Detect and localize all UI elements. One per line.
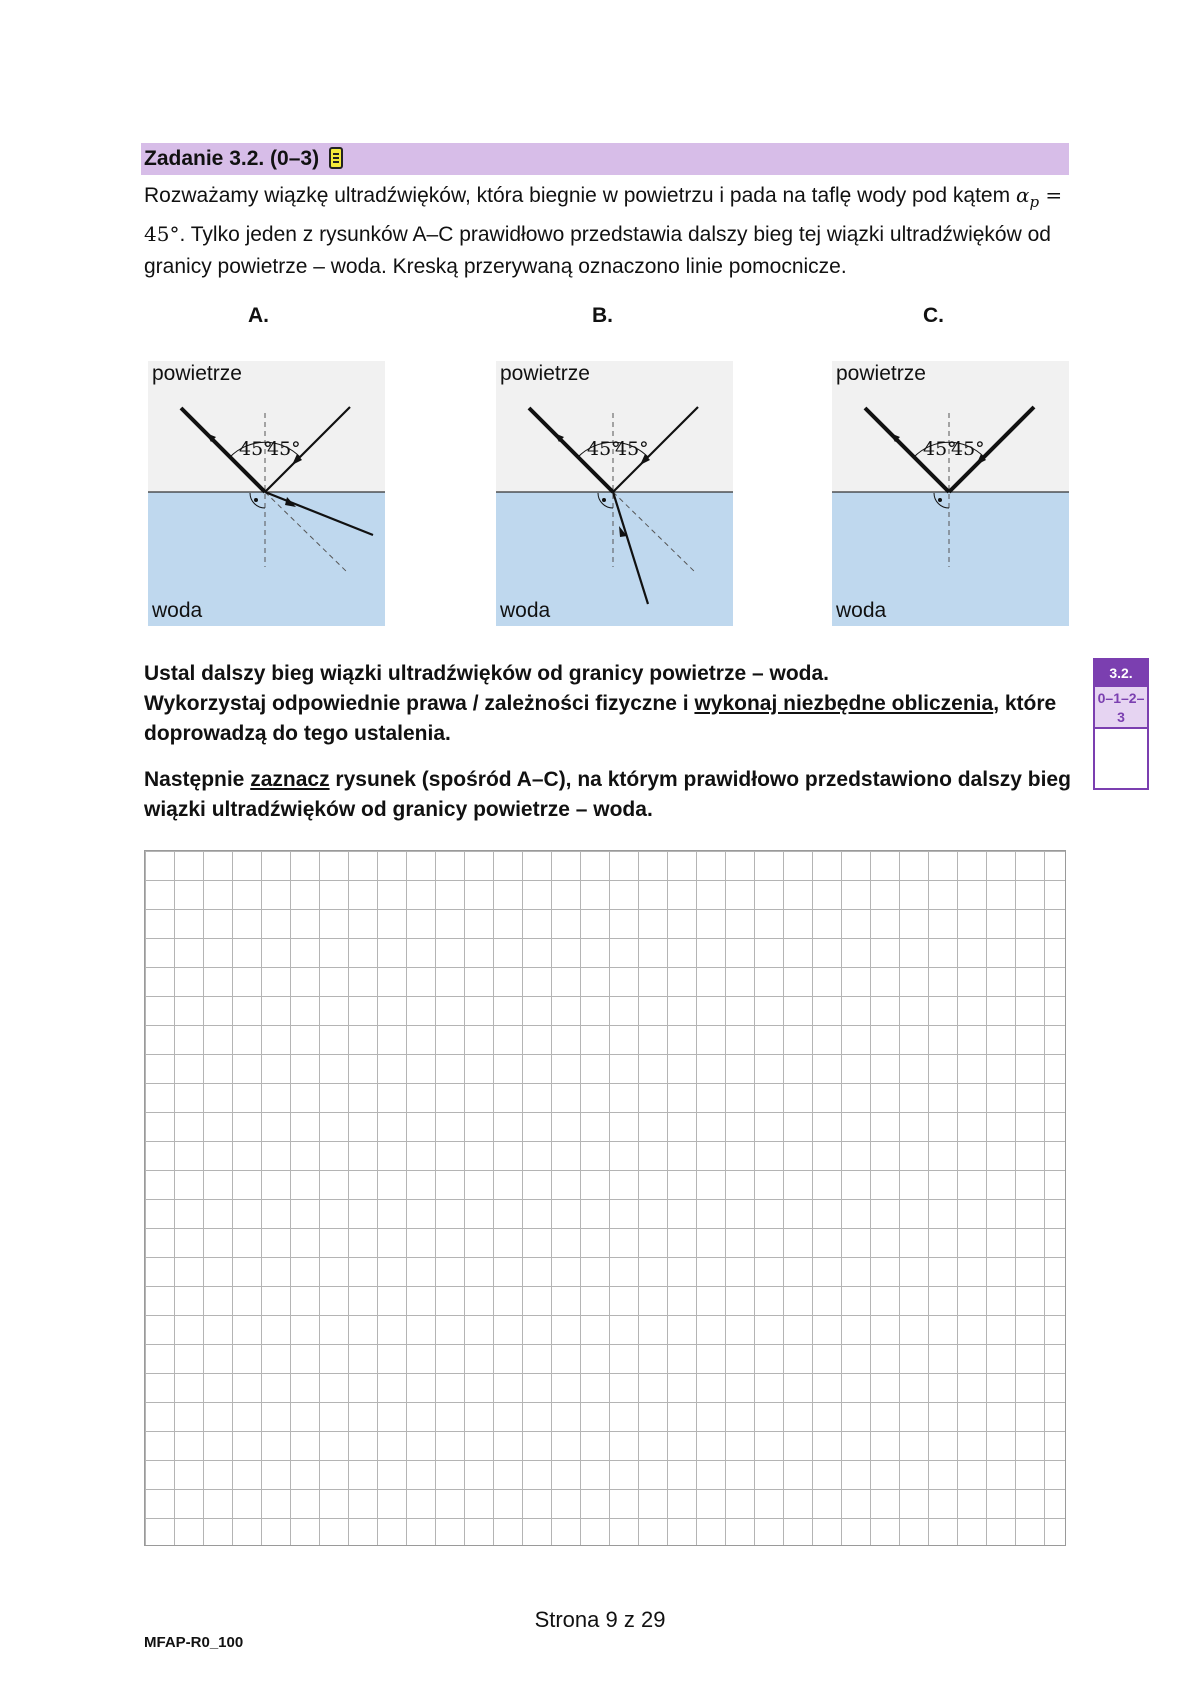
instruction-line-2-start: Wykorzystaj odpowiednie prawa / zależności fizyczne i (144, 692, 695, 715)
air-label: powietrze (152, 362, 242, 385)
figure-b-diagram (496, 361, 733, 626)
instruction-line-1: Ustal dalszy bieg wiązki ultradźwięków od granicy powietrze – woda. (144, 662, 830, 685)
air-label: powietrze (836, 362, 926, 385)
intro-text-2: . Tylko jeden z rysunków A–C prawidłowo przedstawia dalszy bieg tej wiązki ultradźwięków od granicy powietrze – woda. Kreską przerywaną oznaczono linie pomocnicze. (144, 223, 1051, 278)
instruction-second-end: rysunek (spośród A–C), na którym prawidłowo przedstawiono dalszy bieg wiązki ultradźwięków od granicy powietrze – woda. (144, 768, 1071, 821)
water-label: woda (500, 599, 551, 622)
task-header (141, 143, 1069, 175)
figure-b-label[interactable]: B. (592, 304, 613, 327)
angle-left-text: 45° (923, 438, 957, 460)
figure-b[interactable] (496, 361, 733, 626)
right-angle-dot (938, 498, 942, 502)
figure-a-diagram (148, 361, 385, 626)
alpha-subscript: p (1029, 193, 1040, 211)
task-title: Zadanie 3.2. (0–3) (144, 147, 320, 170)
notepad-icon (329, 147, 343, 169)
angle-right-text: 45° (615, 438, 649, 460)
angle-right-text: 45° (951, 438, 985, 460)
air-label: powietrze (500, 362, 590, 385)
figure-c-diagram (832, 361, 1069, 626)
score-box (1093, 658, 1149, 790)
figure-a-label[interactable]: A. (248, 304, 269, 327)
alpha-symbol: α (1015, 183, 1030, 207)
instructions (144, 659, 1074, 825)
score-field[interactable] (1095, 729, 1147, 790)
score-range: 0–1–2–3 (1095, 687, 1147, 729)
task-intro (144, 179, 1084, 283)
instruction-second-start: Następnie (144, 768, 251, 791)
angle-left-text: 45° (239, 438, 273, 460)
right-angle-dot (254, 498, 258, 502)
water-label: woda (836, 599, 887, 622)
exam-code: MFAP-R0_100 (144, 1634, 244, 1651)
instruction-paragraph-2 (144, 765, 1074, 825)
figure-c[interactable] (832, 361, 1069, 626)
instruction-underlined-mark: zaznacz (250, 768, 330, 791)
page-number: Strona 9 z 29 (534, 1607, 666, 1632)
water-label: woda (152, 599, 203, 622)
right-angle-dot (602, 498, 606, 502)
intro-text-1: Rozważamy wiązkę ultradźwięków, która biegnie w powietrzu i pada na taflę wody pod kątem (144, 184, 1016, 207)
angle-right-text: 45° (267, 438, 301, 460)
angle-left-text: 45° (587, 438, 621, 460)
instruction-line-2-end: , które doprowadzą do tego ustalenia. (144, 692, 1057, 745)
score-task-id: 3.2. (1095, 660, 1147, 687)
figure-a[interactable] (148, 361, 385, 626)
answer-grid[interactable] (144, 850, 1066, 1546)
figure-c-label[interactable]: C. (923, 304, 944, 327)
instruction-line-2 (144, 689, 1074, 749)
instruction-underlined-calc: wykonaj niezbędne obliczenia (694, 692, 994, 715)
alpha-value: = 45° (144, 183, 1063, 246)
